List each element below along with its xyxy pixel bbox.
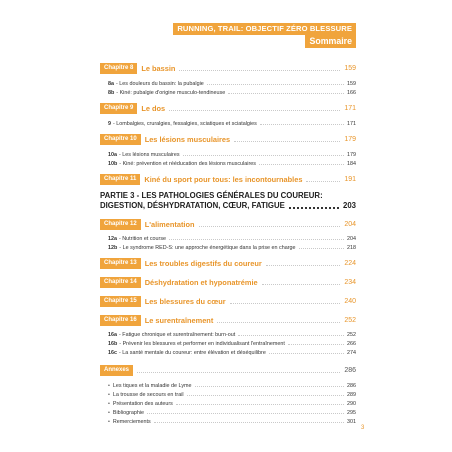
chapter-badge: Chapitre 12: [100, 219, 141, 230]
chapter-page: 224: [344, 260, 356, 267]
annexes-badge: Annexes: [100, 365, 133, 376]
annex-page: 290: [347, 400, 356, 407]
leader-dots: [262, 284, 341, 285]
sommaire-banner: Sommaire: [305, 35, 356, 48]
chapter-13-row[interactable]: [100, 258, 356, 269]
leader-dots: [259, 164, 344, 165]
chapter-page: 171: [344, 105, 356, 112]
annex-item[interactable]: [100, 408, 356, 417]
chapter-8-row[interactable]: [100, 63, 356, 74]
chapter-badge: Chapitre 16: [100, 315, 141, 326]
annex-title: • Bibliographie: [112, 409, 145, 416]
section-title: - Fatigue chronique et surentraînement: burn-out: [119, 331, 236, 338]
section-page: 274: [347, 349, 356, 356]
section-page: 179: [347, 151, 356, 158]
section-8a-row[interactable]: [100, 79, 356, 88]
section-code: 16b: [108, 340, 118, 347]
annex-title: • La trousse de secours en trail: [112, 391, 184, 398]
annex-title: • Remerciements: [112, 418, 151, 425]
leader-dots: [266, 265, 341, 266]
chapter-title: Les blessures du cœur: [144, 297, 226, 306]
annex-page: 295: [347, 409, 356, 416]
leader-dots: [289, 207, 339, 209]
leader-dots: [299, 248, 345, 249]
leader-dots: [269, 353, 344, 354]
annex-page: 289: [347, 391, 356, 398]
leader-dots: [228, 93, 344, 94]
section-code: 8a: [108, 80, 114, 87]
section-code: 10b: [108, 160, 118, 167]
annex-item[interactable]: [100, 399, 356, 408]
annex-title: • Les tiques et la maladie de Lyme: [112, 382, 192, 389]
section-page: 204: [347, 235, 356, 242]
annex-item[interactable]: [100, 381, 356, 390]
chapter-title: Déshydratation et hyponatrémie: [144, 278, 258, 287]
leader-dots: [260, 124, 344, 125]
section-12a-row[interactable]: [100, 234, 356, 243]
section-code: 16c: [108, 349, 117, 356]
leader-dots: [179, 70, 340, 71]
chapter-badge: Chapitre 9: [100, 103, 137, 114]
chapter-title: Le surentraînement: [144, 316, 214, 325]
annex-item[interactable]: [100, 390, 356, 399]
leader-dots: [147, 413, 344, 414]
leader-dots: [288, 344, 344, 345]
section-16c-row[interactable]: [100, 348, 356, 357]
chapter-title: Le dos: [141, 104, 166, 113]
leader-dots: [176, 404, 344, 405]
leader-dots: [169, 110, 340, 111]
annexes-row[interactable]: [100, 365, 356, 376]
leader-dots: [154, 422, 344, 423]
chapter-page: 234: [344, 279, 356, 286]
section-code: 12a: [108, 235, 117, 242]
leader-dots: [217, 322, 340, 323]
section-title: - Kiné: pubalgie d'origine musculo-tendineuse: [116, 89, 226, 96]
chapter-title: Les troubles digestifs du coureur: [144, 259, 262, 268]
leader-dots: [230, 303, 341, 304]
leader-dots: [137, 372, 340, 373]
section-16a-row[interactable]: [100, 330, 356, 339]
chapter-14-row[interactable]: [100, 277, 356, 288]
section-page: 171: [347, 120, 356, 127]
chapter-16-row[interactable]: [100, 315, 356, 326]
annex-page: 301: [347, 418, 356, 425]
section-title: - Les lésions musculaires: [119, 151, 180, 158]
annex-title: • Présentation des auteurs: [112, 400, 173, 407]
section-code: 12b: [108, 244, 118, 251]
section-page: 184: [347, 160, 356, 167]
part-title-line1: PARTIE 3 - LES PATHOLOGIES GÉNÉRALES DU COUREUR:: [100, 191, 323, 200]
annexes-page: 286: [344, 367, 356, 374]
section-12b-row[interactable]: [100, 243, 356, 252]
leader-dots: [195, 386, 345, 387]
section-8b-row[interactable]: [100, 88, 356, 97]
chapter-badge: Chapitre 15: [100, 296, 141, 307]
series-title-banner: RUNNING, TRAIL: OBJECTIF ZÉRO BLESSURE: [173, 23, 356, 35]
annex-page: 286: [347, 382, 356, 389]
section-10b-row[interactable]: [100, 159, 356, 168]
chapter-page: 159: [344, 65, 356, 72]
section-code: 8b: [108, 89, 115, 96]
part-page: 203: [342, 201, 356, 210]
chapter-page: 240: [344, 298, 356, 305]
chapter-10-row[interactable]: [100, 134, 356, 145]
chapter-title: Kiné du sport pour tous: les incontournables: [144, 175, 303, 184]
section-page: 252: [347, 331, 356, 338]
chapter-page: 204: [344, 221, 356, 228]
chapter-title: L'alimentation: [144, 220, 195, 229]
leader-dots: [199, 226, 341, 227]
section-page: 266: [347, 340, 356, 347]
section-code: 10a: [108, 151, 117, 158]
part-title-line2-row: [100, 201, 356, 211]
chapter-badge: Chapitre 11: [100, 174, 140, 185]
section-code: 9: [108, 120, 111, 127]
leader-dots: [169, 239, 344, 240]
section-page: 159: [347, 80, 356, 87]
section-title: - Les douleurs du bassin: la pubalgie: [116, 80, 204, 87]
leader-dots: [306, 181, 340, 182]
chapter-11-row[interactable]: [100, 174, 356, 185]
section-code: 16a: [108, 331, 117, 338]
section-title: - Le syndrome RED-S: une approche énergétique dans la prise en charge: [119, 244, 296, 251]
leader-dots: [207, 84, 344, 85]
chapter-9-row[interactable]: [100, 103, 356, 114]
chapter-title: Le bassin: [141, 64, 176, 73]
chapter-badge: Chapitre 14: [100, 277, 141, 288]
page-number: 3: [361, 425, 365, 431]
chapter-page: 252: [344, 317, 356, 324]
annex-item[interactable]: [100, 417, 356, 426]
section-9-row[interactable]: [100, 119, 356, 128]
section-title: - La santé mentale du coureur: entre élévation et déséquilibre: [119, 349, 266, 356]
chapter-title: Les lésions musculaires: [144, 135, 231, 144]
leader-dots: [238, 335, 344, 336]
section-title: - Prévenir les blessures et performer en individualisant l'entraînement: [119, 340, 285, 347]
section-title: - Kiné: prévention et rééducation des lésions musculaires: [119, 160, 256, 167]
section-10a-row[interactable]: [100, 150, 356, 159]
part-title-line2: DIGESTION, DÉSHYDRATATION, CŒUR, FATIGUE: [100, 201, 285, 210]
chapter-15-row[interactable]: [100, 296, 356, 307]
leader-dots: [183, 155, 344, 156]
section-title: - Lombalgies, cruralgies, fessalgies, sciatiques et sciatalgies: [113, 120, 257, 127]
chapter-badge: Chapitre 13: [100, 258, 141, 269]
section-title: - Nutrition et course: [119, 235, 167, 242]
chapter-badge: Chapitre 10: [100, 134, 141, 145]
part-3-heading[interactable]: [100, 191, 356, 211]
chapter-badge: Chapitre 8: [100, 63, 137, 74]
chapter-page: 191: [344, 176, 356, 183]
toc-content: [100, 63, 356, 426]
section-page: 166: [347, 89, 356, 96]
section-16b-row[interactable]: [100, 339, 356, 348]
chapter-12-row[interactable]: [100, 219, 356, 230]
section-page: 218: [347, 244, 356, 251]
leader-dots: [234, 141, 340, 142]
chapter-page: 179: [344, 136, 356, 143]
leader-dots: [187, 395, 344, 396]
